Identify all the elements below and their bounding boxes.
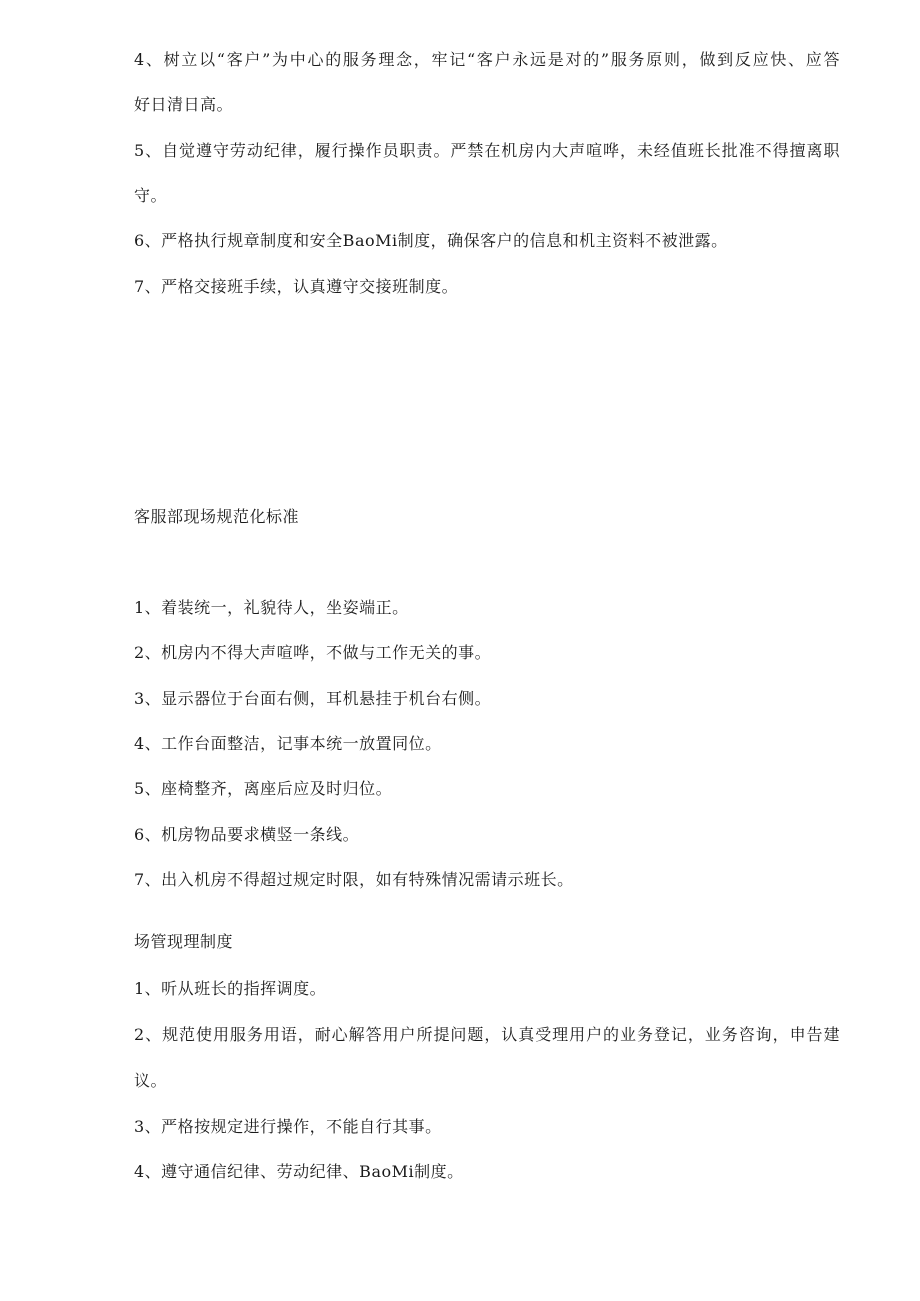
section2-title: 客服部现场规范化标准 (134, 507, 300, 526)
section1-item5-line2: 守。 (134, 186, 168, 205)
section2-item-5: 5、座椅整齐，离座后应及时归位。 (134, 779, 393, 798)
section1-item6: 6、严格执行规章制度和安全BaoMi制度，确保客户的信息和机主资料不被泄露。 (134, 231, 728, 250)
section2-item-3: 3、显示器位于台面右侧，耳机悬挂于机台右侧。 (134, 689, 492, 708)
section2-item-4: 4、工作台面整洁，记事本统一放置同位。 (134, 734, 442, 753)
section2-item-7: 7、出入机房不得超过规定时限，如有特殊情况需请示班长。 (134, 870, 574, 889)
section3-item4: 4、遵守通信纪律、劳动纪律、BaoMi制度。 (134, 1162, 464, 1181)
section2-item-6: 6、机房物品要求横竖一条线。 (134, 825, 360, 844)
section1-item7: 7、严格交接班手续，认真遵守交接班制度。 (134, 277, 459, 296)
section1-item5-line1: 5、自觉遵守劳动纪律，履行操作员职责。严禁在机房内大声喧哗，未经值班长批准不得擅离职 (134, 141, 840, 160)
section3-title: 场管现理制度 (134, 932, 234, 951)
section1-item4-line1: 4、树立以“客户”为中心的服务理念，牢记“客户永远是对的”服务原则，做到反应快、应答 (134, 50, 840, 69)
section3-item1: 1、听从班长的指挥调度。 (134, 979, 327, 998)
section3-item2-line2: 议。 (134, 1071, 168, 1090)
section2-item-1: 1、着装统一，礼貌待人，坐姿端正。 (134, 598, 409, 617)
section3-item2-line1: 2、规范使用服务用语，耐心解答用户所提问题，认真受理用户的业务登记，业务咨询，申告建 (134, 1025, 840, 1044)
section3-item3: 3、严格按规定进行操作，不能自行其事。 (134, 1117, 442, 1136)
section1-item4-line2: 好日清日高。 (134, 95, 234, 114)
section2-item-2: 2、机房内不得大声喧哗，不做与工作无关的事。 (134, 643, 492, 662)
